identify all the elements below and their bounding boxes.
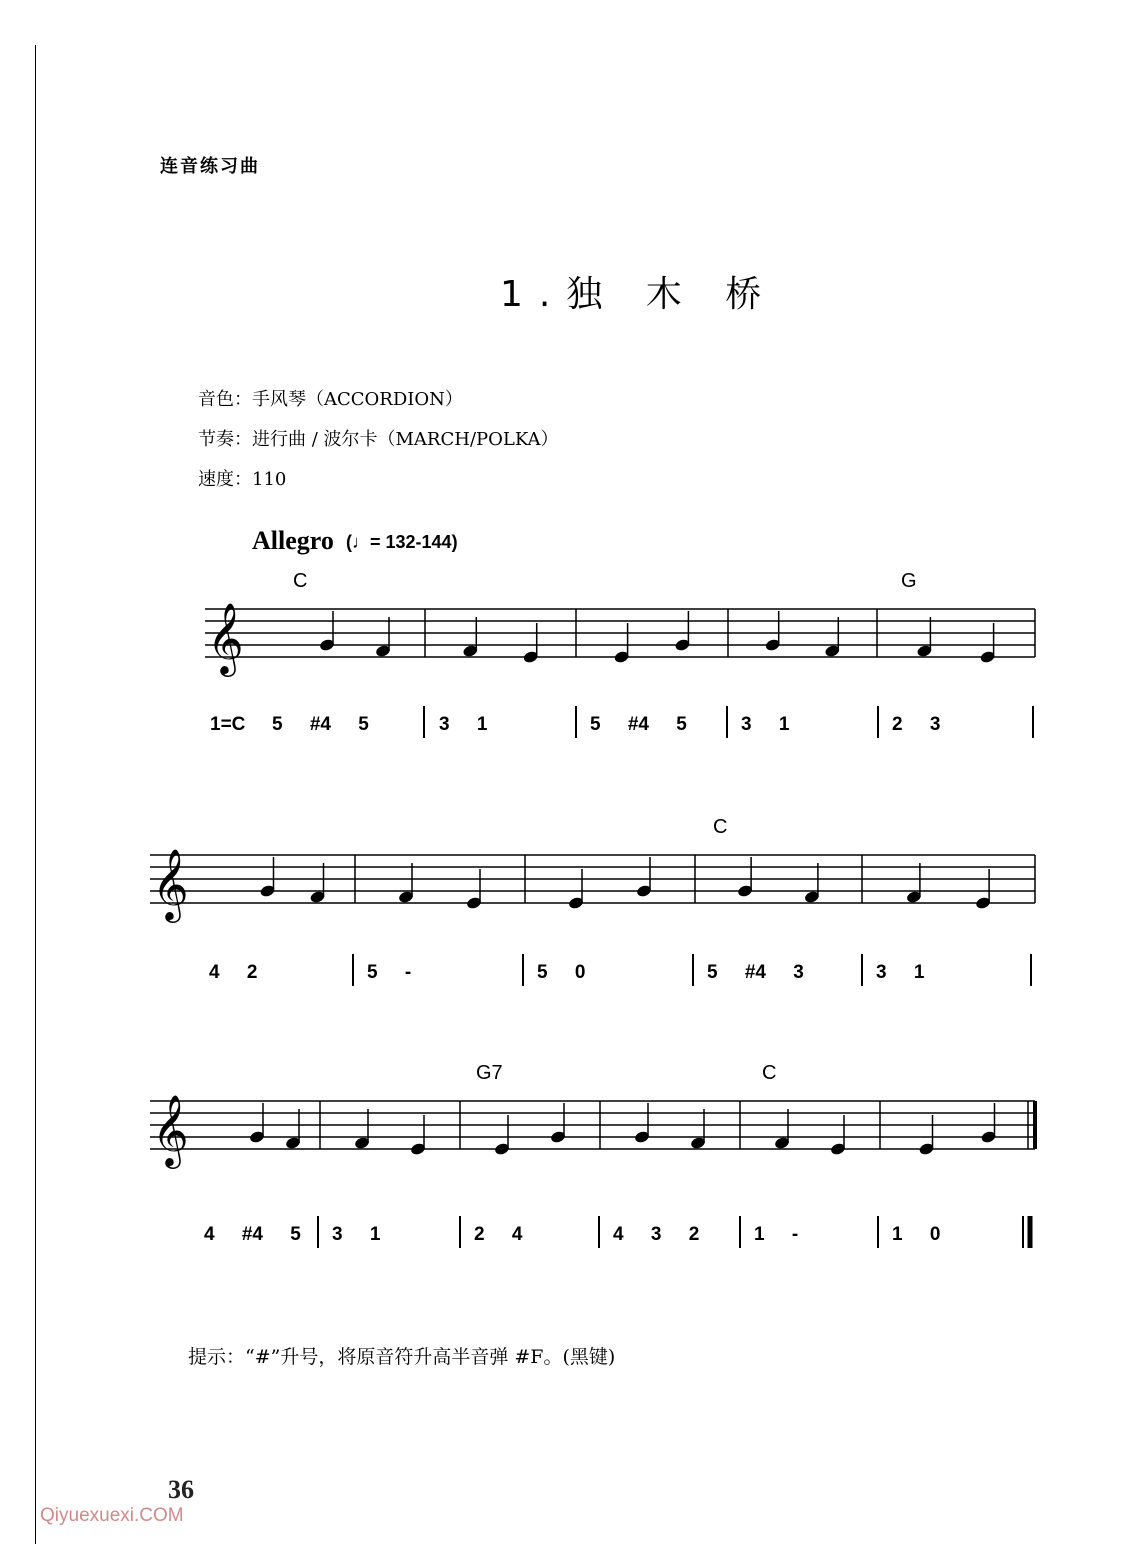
jianpu-measure: 4 #4 5 (204, 1224, 301, 1245)
metronome-marking: (♩= 132-144) (346, 532, 458, 552)
jianpu-measure: 5 #4 5 (272, 714, 369, 735)
jianpu-measure: 2 3 (892, 714, 941, 735)
info-timbre: 音色：手风琴（ACCORDION） (198, 389, 463, 410)
jianpu-measure: 5 #4 5 (590, 714, 687, 735)
info-speed: 速度：110 (198, 469, 287, 490)
section-heading: 连音练习曲 (160, 156, 260, 177)
jianpu-measure: 5 #4 3 (707, 962, 804, 983)
piece-title: 1.独 木 桥 (500, 274, 778, 315)
treble-clef: 𝄞 (207, 604, 244, 673)
chord-symbol: G7 (476, 1062, 503, 1084)
jianpu-key-signature: 1=C (210, 714, 246, 735)
jianpu-measure: 1 - (754, 1224, 799, 1245)
jianpu-measure: 4 2 (209, 962, 258, 983)
jianpu-measure: 3 1 (332, 1224, 381, 1245)
chord-symbol: C (713, 816, 728, 838)
jianpu-measure: 3 1 (439, 714, 488, 735)
chord-symbol: C (762, 1062, 777, 1084)
info-rhythm: 节奏：进行曲 / 波尔卡（MARCH/POLKA） (198, 429, 559, 450)
jianpu-measure: 3 1 (876, 962, 925, 983)
jianpu-measure: 4 3 2 (613, 1224, 700, 1245)
page-number: 36 (168, 1475, 194, 1504)
tip-text: 提示：“#”升号，将原音符升高半音弹 #F。(黑键) (188, 1346, 616, 1368)
chord-symbol: G (901, 570, 917, 592)
tempo-marking: Allegro (252, 526, 334, 555)
jianpu-measure: 2 4 (474, 1224, 523, 1245)
treble-clef: 𝄞 (152, 1096, 189, 1165)
treble-clef: 𝄞 (152, 850, 189, 919)
jianpu-measure: 1 0 (892, 1224, 941, 1245)
jianpu-measure: 5 0 (537, 962, 586, 983)
jianpu-measure: 3 1 (741, 714, 790, 735)
chord-symbol: C (293, 570, 308, 592)
watermark-logo: Qiyuexuexi.COM (40, 1505, 184, 1526)
jianpu-measure: 5 - (367, 962, 412, 983)
